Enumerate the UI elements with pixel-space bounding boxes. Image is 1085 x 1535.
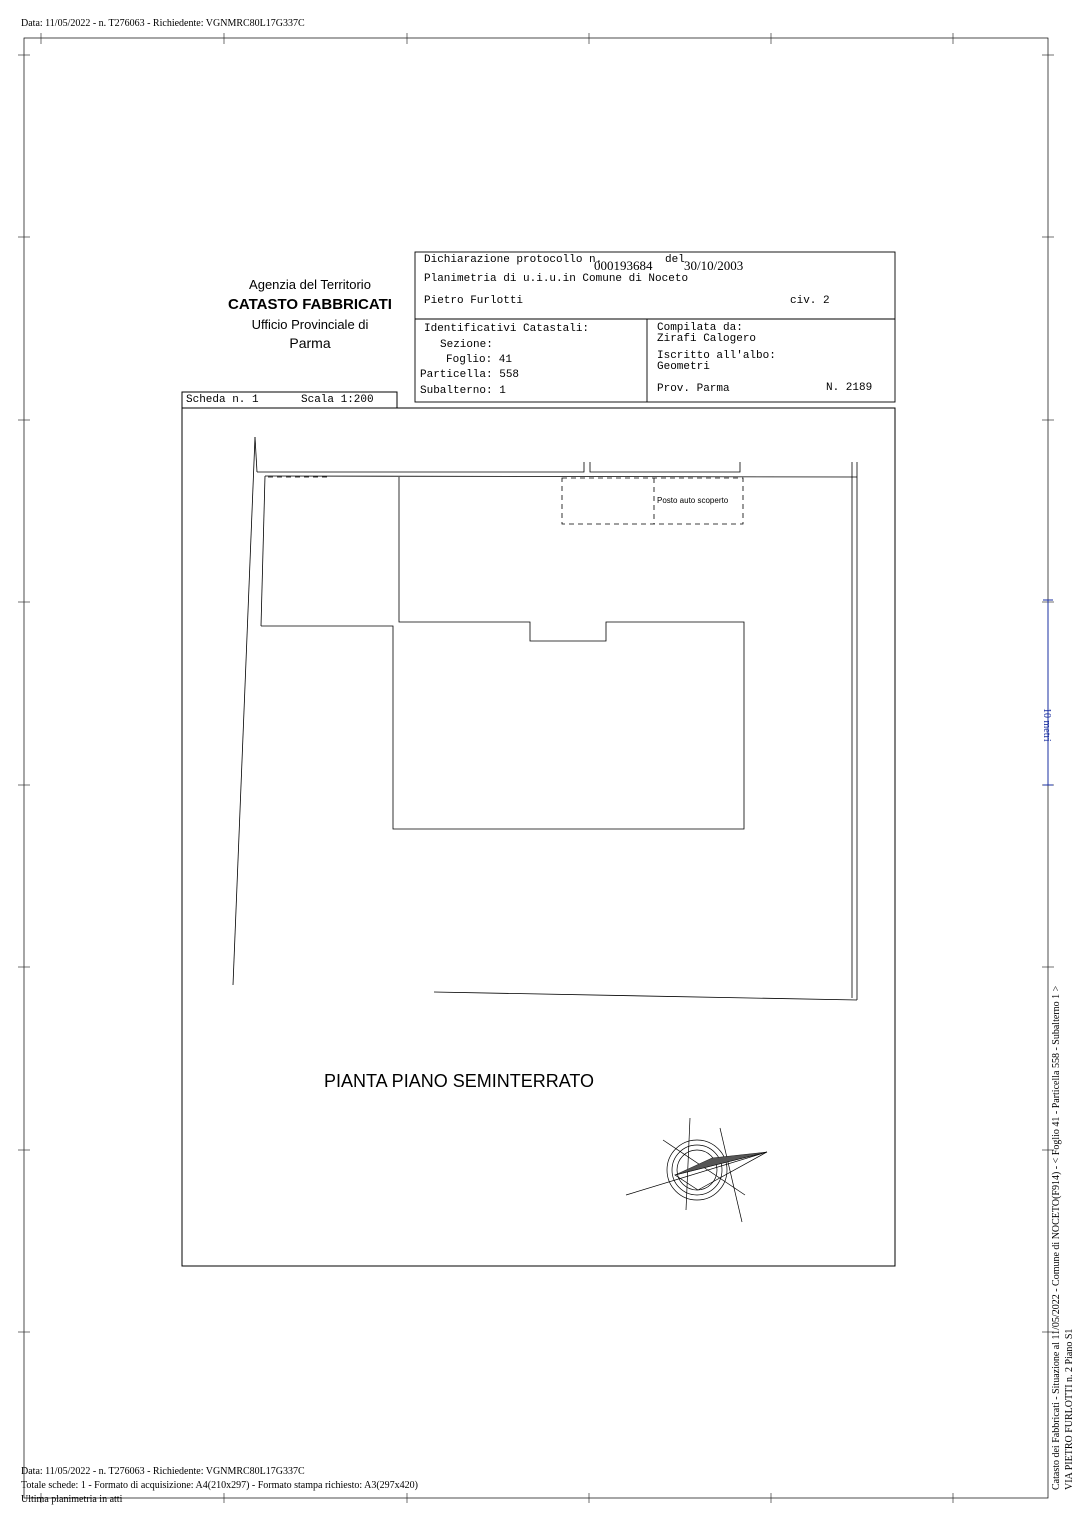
protocol-label: Dichiarazione protocollo n. xyxy=(424,254,603,266)
plan-municipality: Planimetria di u.i.u.in Comune di Noceto xyxy=(424,273,689,285)
albo-value: Geometri xyxy=(657,361,710,373)
albo-label: Iscritto all'albo: xyxy=(657,350,776,362)
street-name: Pietro Furlotti xyxy=(424,295,524,307)
agency-catasto: CATASTO FABBRICATI xyxy=(228,296,392,313)
identifiers-title: Identificativi Catastali: xyxy=(424,323,590,335)
scale-ratio: Scala 1:200 xyxy=(301,394,374,406)
footer-request-line: Data: 11/05/2022 - n. T276063 - Richiedente: VGNMRC80L17G337C xyxy=(21,1466,305,1477)
scale-bar xyxy=(1043,600,1053,785)
foglio: Foglio: 41 xyxy=(446,354,513,366)
header-request-line: Data: 11/05/2022 - n. T276063 - Richiedente: VGNMRC80L17G337C xyxy=(21,18,305,29)
scale-bar-label: 10 metri xyxy=(1041,708,1052,742)
agency-province: Parma xyxy=(289,335,331,351)
compiler-name: Zirafi Calogero xyxy=(657,333,757,345)
north-arrow-icon xyxy=(626,1118,767,1222)
civic-number: civ. 2 xyxy=(790,295,830,307)
footer-format-line: Totale schede: 1 - Formato di acquisizione: A4(210x297) - Formato stampa richiesto: A3(297x420) xyxy=(21,1480,418,1491)
floor-title: PIANTA PIANO SEMINTERRATO xyxy=(324,1071,595,1091)
parking-label: Posto auto scoperto xyxy=(657,496,729,505)
footer-last-plan-line: Ultima planimetria in atti xyxy=(21,1494,123,1505)
subalterno: Subalterno: 1 xyxy=(420,385,506,397)
protocol-del-label: del xyxy=(665,254,685,266)
particella: Particella: 558 xyxy=(420,369,520,381)
compiled-label: Compilata da: xyxy=(657,322,743,334)
floor-plan-lines xyxy=(233,437,857,1000)
sezione: Sezione: xyxy=(440,339,493,351)
side-address-line: VIA PIETRO FURLOTTI n. 2 Piano S1 xyxy=(1064,1328,1075,1490)
scheda-number: Scheda n. 1 xyxy=(186,394,259,406)
protocol-number: 000193684 xyxy=(594,258,653,273)
protocol-date: 30/10/2003 xyxy=(684,258,744,273)
agency-office: Ufficio Provinciale di xyxy=(251,317,369,332)
province: Prov. Parma xyxy=(657,383,730,395)
agency-name: Agenzia del Territorio xyxy=(249,277,371,292)
registration-number: N. 2189 xyxy=(826,382,873,394)
side-cadastre-line: Catasto dei Fabbricati - Situazione al 11/05/2022 - Comune di NOCETO(F914) - < Foglio 41 - Particella 558 - Subalterno 1 > xyxy=(1051,985,1062,1490)
